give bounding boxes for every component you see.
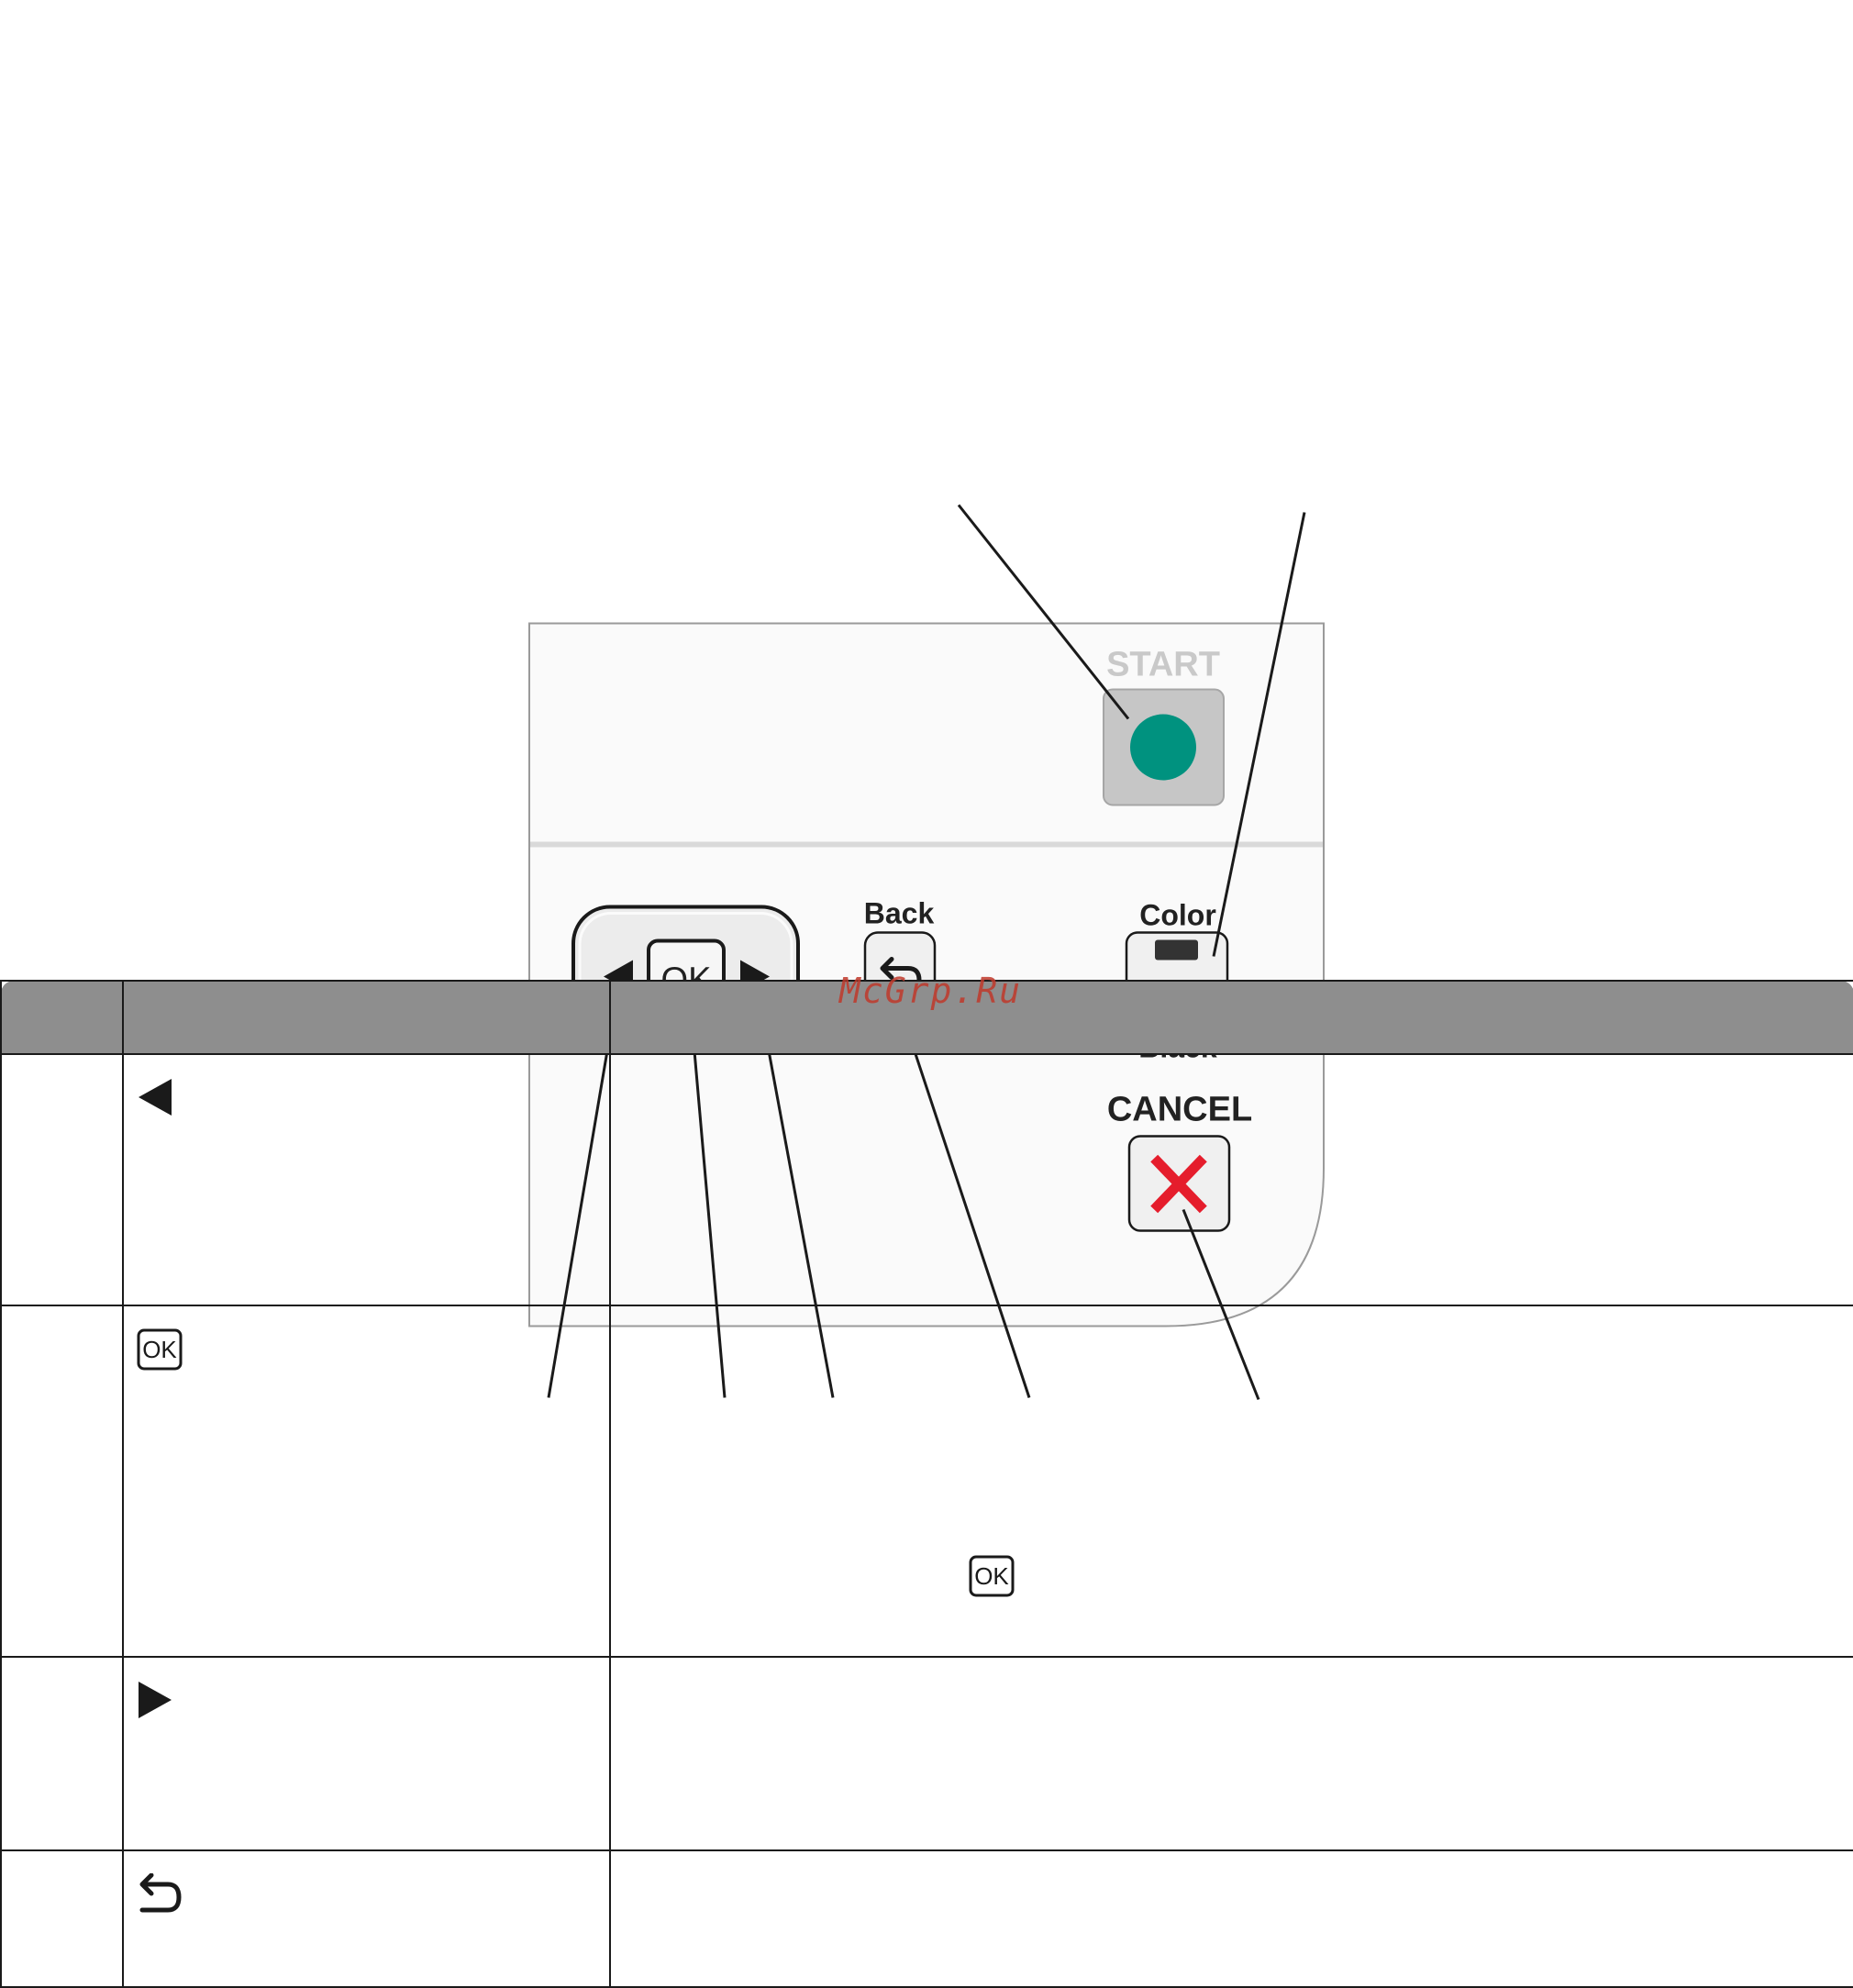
color-indicator — [1155, 940, 1198, 961]
row-description-cell — [610, 1305, 1853, 1657]
right-arrow-icon — [137, 1680, 173, 1720]
row-icon-cell — [123, 1850, 610, 1987]
back-label: Back — [863, 896, 935, 930]
table-row — [1, 1657, 1853, 1850]
row-icon-cell — [123, 1305, 610, 1657]
ok-icon — [137, 1328, 183, 1371]
header-number — [1, 981, 123, 1054]
start-label: START — [1106, 645, 1220, 684]
row-description-cell — [610, 1657, 1853, 1850]
start-button[interactable] — [1104, 690, 1224, 805]
ok-inline-icon — [969, 1555, 1015, 1597]
cancel-label: CANCEL — [1106, 1090, 1253, 1129]
row-icon-cell — [123, 1054, 610, 1305]
row-icon-cell — [123, 1657, 610, 1850]
table-row — [1, 1850, 1853, 1987]
left-arrow-icon — [137, 1077, 173, 1117]
header-description — [610, 981, 1853, 1054]
header-button — [123, 981, 610, 1054]
button-description-table — [0, 980, 1853, 1988]
color-label: Color — [1139, 898, 1216, 932]
ok-inline-icon-label: OK — [974, 1562, 1009, 1590]
row-description-cell — [610, 1054, 1853, 1305]
back-arrow-icon — [137, 1873, 183, 1919]
row-description-cell — [610, 1850, 1853, 1987]
table-row — [1, 1054, 1853, 1305]
row-number-cell — [1, 1054, 123, 1305]
row-number-cell — [1, 1657, 123, 1850]
table-row — [1, 1305, 1853, 1657]
ok-icon-label: OK — [142, 1336, 177, 1363]
row-number-cell — [1, 1305, 123, 1657]
row-number-cell — [1, 1850, 123, 1987]
start-indicator-dot — [1130, 715, 1196, 781]
watermark: McGrp.Ru — [839, 971, 1023, 1011]
